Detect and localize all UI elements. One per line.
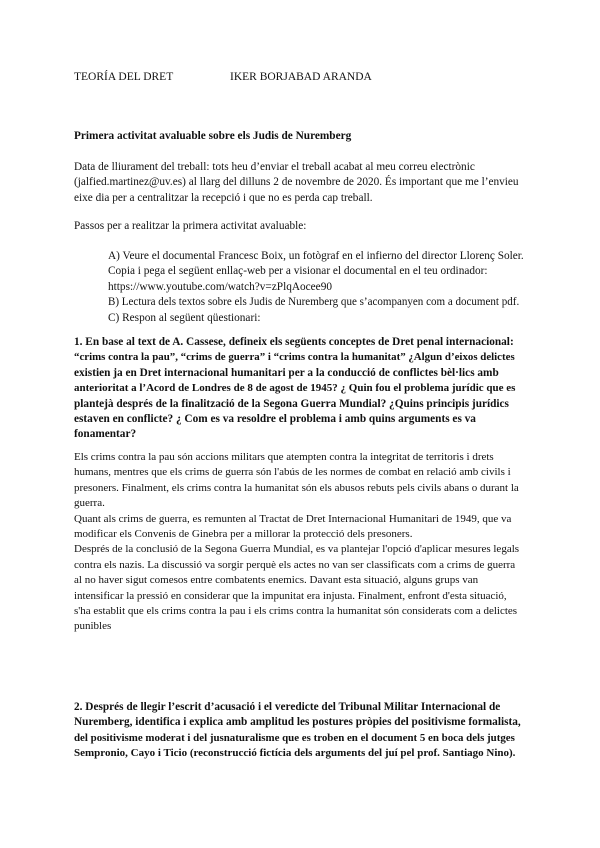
question-2-line: 2. Després de llegir l’escrit d’acusació i el veredicte del Tribunal Militar Internacional de (74, 701, 501, 713)
question-2-line: Nuremberg, identifica i explica amb amplitud les postures pròpies del positivisme formalista, (74, 716, 521, 729)
question-2 (74, 700, 524, 762)
question-1-line: anterioritat a l’Acord de Londres de 8 de agost de 1945? ¿ Quin fou el problema jurídic que es (74, 382, 516, 395)
answer-1-line: Els crims contra la pau són accions militars que atempten contra la integritat de territoris i drets (74, 451, 494, 463)
answer-1-line: s'ha establit que els crims contra la pau i els crims contra la humanitat són considerats com a delictes (74, 604, 518, 617)
answer-1 (74, 450, 524, 635)
delivery-paragraph (74, 160, 524, 206)
question-1-line: estaven en conflicte? ¿ Com es va resoldre el problema i amb quins arguments es va (74, 412, 476, 425)
answer-1-line: guerra. (74, 497, 105, 510)
activity-title: Primera activitat avaluable sobre els Judis de Nuremberg (74, 130, 352, 142)
question-1 (74, 335, 524, 443)
answer-1-line: al no haver sigut comesos entre combatents enemics. Davant esta situació, alguns grups van (74, 574, 479, 587)
answer-1-line: modificar els Convenis de Ginebra per a millorar la protecció dels presoners. (74, 527, 413, 540)
documentary-link: https://www.youtube.com/watch?v=zPlqAocee90 (108, 280, 332, 293)
delivery-line: eixe dia per a centralitzar la recepció i que no es perda cap treball. (74, 191, 373, 204)
steps-intro: Passos per a realitzar la primera activitat avaluable: (74, 220, 307, 232)
answer-1-line: intensificar la pressió en considerar que la impunitat era injusta. Finalment, enfront d'esta situació, (74, 589, 507, 602)
question-1-line: “crims contra la pau”, “crims de guerra” i “crims contra la humanitat” ¿Algun d’eixos delictes (74, 351, 515, 364)
answer-1-line: contra els nazis. La discussió va sorgir perquè els actes no van ser classificats com a crims de guerra (74, 558, 516, 571)
question-1-line: plantejà després de la finalització de la Segona Guerra Mundial? ¿Quins principis jurídics (74, 397, 509, 410)
question-1-line: existien ja en Dret internacional humanitari per a la conducció de conflictes bèl·lics amb (74, 366, 499, 379)
delivery-line: (jalfied.martinez@uv.es) al llarg del dilluns 2 de novembre de 2020. És important que me l’envieu (74, 176, 519, 189)
step-a-instructions: Copia i pega el següent enllaç-web per a visionar el documental en el teu ordinador: (108, 265, 488, 278)
question-1-line: fonamentar? (74, 428, 137, 441)
step-c: C) Respon al següent qüestionari: (108, 311, 261, 324)
answer-1-line: presoners. Finalment, els crims contra la humanitat són els abusos rebuts pels civils abans o durant la (74, 481, 519, 494)
answer-1-line: humans, mentres que els crims de guerra són l'abús de les normes de combat en relació amb civils i (74, 466, 511, 479)
step-b: B) Lectura dels textos sobre els Judis de Nuremberg que s’acompanyen com a document pdf. (108, 296, 520, 309)
question-2-line: del positivisme moderat i del jusnaturalisme que es troben en el document 5 en boca dels jutges (74, 731, 515, 744)
author-name: IKER BORJABAD ARANDA (230, 71, 372, 83)
delivery-line: Data de lliurament del treball: tots heu d’enviar el treball acabat al meu correu electrònic (74, 161, 475, 173)
answer-1-line: punibles (74, 620, 112, 633)
steps-list (108, 249, 528, 326)
answer-1-line: Quant als crims de guerra, es remunten al Tractat de Dret Internacional Humanitari de 1949, que va (74, 512, 512, 525)
question-1-line: 1. En base al text de A. Cassese, defineix els següents conceptes de Dret penal internacional: (74, 336, 514, 348)
question-2-line: Sempronio, Cayo i Ticio (reconstrucció fictícia dels arguments del juí pel prof. Santiago Nino). (74, 747, 516, 760)
step-a: A) Veure el documental Francesc Boix, un fotògraf en el infierno del director Llorenç Soler. (108, 250, 524, 262)
course-name: TEORÍA DEL DRET (74, 71, 174, 83)
answer-1-line: Després de la conclusió de la Segona Guerra Mundial, es va plantejar l'opció d'aplicar mesures legals (74, 543, 520, 556)
